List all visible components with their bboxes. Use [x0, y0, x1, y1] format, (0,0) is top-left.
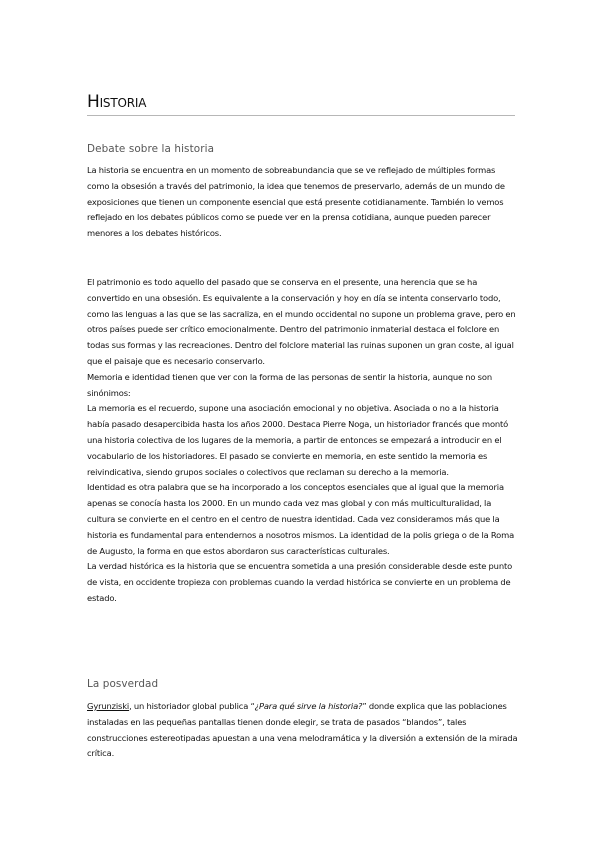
book-title: ¿Para qué sirve la historia? [254, 701, 363, 711]
author-link[interactable]: Gyrunziski [87, 701, 130, 711]
paragraph-intro: La historia se encuentra en un momento de sobreabundancia que se ve reflejado de múltiples formas como la obsesión a través del patrimonio, la idea que tenemos de preservarlo, además de un mundo de exposiciones que tienen un componente esencial que está presente cotidianamente. También lo vemos reflejado en los debates públicos como se puede ver en la prensa cotidiana, aunque pueden parecer menores a los debates históricos. [87, 165, 505, 239]
text-before-quote: , un historiador global publica “ [129, 701, 255, 711]
paragraph-patrimonio: El patrimonio es todo aquello del pasado que se conserva en el presente, una herencia que se ha convertido en una obsesión. Es equivalente a la conservación y hoy en día se intenta conservarlo todo, como las lenguas a las que se las sacraliza, en el mundo occidental no supone un problema grave, pero en otros países puede ser crítico emocionalmente. Dentro del patrimonio inmaterial destaca el folclore en todas sus formas y las recreaciones. Dentro del folclore material las ruinas suponen un gran coste, al igual que el paisaje que es necesario conservarlo. Memoria e identidad tienen que ver con la forma de las personas de sentir la historia, aunque no son sinónimos: La memoria es el recuerdo, supone una asociación emocional y no objetiva. Asociada o no a la historia había pasado desapercibida hasta los años 2000. Destaca Pierre Noga, un historiador francés que montó una historia colectiva de los lugares de la memoria, a partir de entonces se empezará a introducir en el vocabulario de los historiadores. El pasado se convierte en memoria, en este sentido la memoria es reivindicativa, siendo grupos sociales o colectivos que reclaman su derecho a la memoria. Identidad es otra palabra que se ha incorporado a los conceptos esenciales que al igual que la memoria apenas se conocía hasta los 2000. En un mundo cada vez mas global y con más multiculturalidad, la cultura se convierte en el centro en el centro de nuestra identidad. Cada vez consideramos más que la historia es fundamental para entendernos a nosotros mismos. La identidad de la polis griega o de la Roma de Augusto, la forma en que estos abordaron sus características culturales. La verdad histórica es la historia que se encuentra sometida a una presión considerable desde este punto de vista, en occidente tropieza con problemas cuando la verdad histórica se convierte en un problema de estado. [87, 277, 516, 603]
section-heading-debate: Debate sobre la historia [87, 143, 215, 155]
paragraph-posverdad [87, 699, 519, 762]
page-title: Historia [87, 92, 147, 112]
title-divider [87, 115, 515, 116]
section-heading-posverdad: La posverdad [87, 678, 159, 690]
text-after-quote: ” donde explica que las poblaciones instaladas en las pequeñas pantallas tienen donde elegir, se trata de pasados “blandos”, tales construcciones estereotipadas apuestan a una vena melodramática y la diversión a extensión de la mirada crítica. [87, 701, 518, 759]
